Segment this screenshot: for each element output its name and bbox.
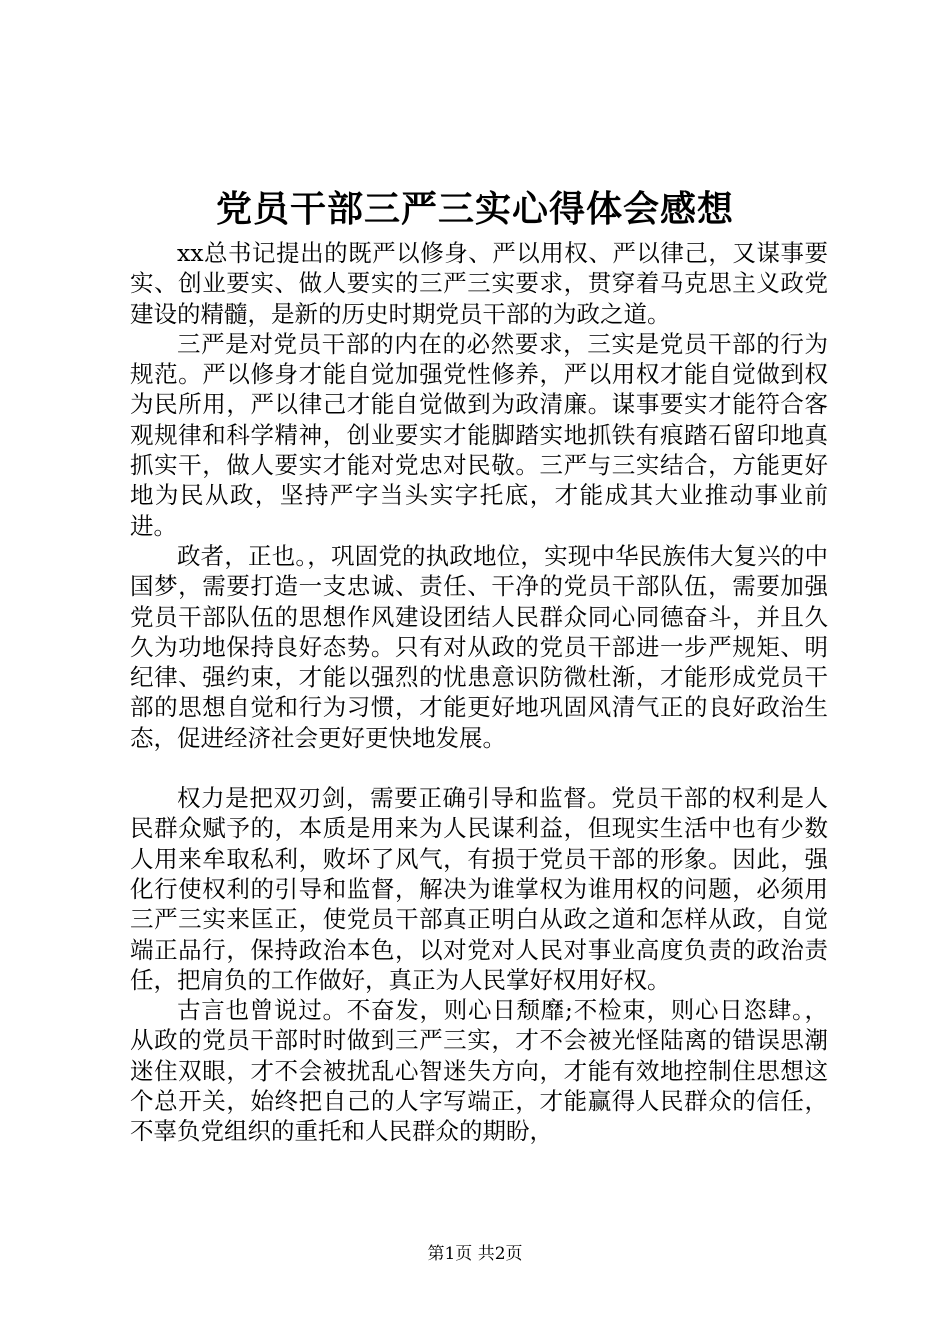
document-title: 党员干部三严三实心得体会感想 [215, 189, 734, 230]
paragraph-5: 古言也曾说过。不奋发，则心日颓靡;不检束，则心日恣肆。，从政的党员干部时时做到三严三实，才不会被光怪陆离的错误思潮迷住双眼，才不会被扰乱心智迷失方向，才能有效地控制住思想这个总开关，始终把自己的人字写端正，才能赢得人民群众的信任，不辜负党组织的重托和人民群众的期盼， [130, 996, 828, 1146]
paragraph-3: 政者，正也。，巩固党的执政地位，实现中华民族伟大复兴的中国梦，需要打造一支忠诚、责任、干净的党员干部队伍，需要加强党员干部队伍的思想作风建设团结人民群众同心同德奋斗，并且久久为功地保持良好态势。只有对从政的党员干部进一步严规矩、明纪律、强约束，才能以强烈的忧患意识防微杜渐，才能形成党员干部的思想自觉和行为习惯，才能更好地巩固风清气正的良好政治生态，促进经济社会更好更快地发展。 [130, 541, 828, 752]
paragraph-4: 权力是把双刃剑，需要正确引导和监督。党员干部的权利是人民群众赋予的，本质是用来为人民谋利益，但现实生活中也有少数人用来牟取私利，败坏了风气，有损于党员干部的形象。因此，强化行使权利的引导和监督，解决为谁掌权为谁用权的问题，必须用三严三实来匡正，使党员干部真正明白从政之道和怎样从政，自觉端正品行，保持政治本色，以对党对人民对事业高度负责的政治责任，把肩负的工作做好，真正为人民掌好权用好权。 [130, 784, 828, 994]
document-body [130, 238, 828, 1147]
paragraph-2: 三严是对党员干部的内在的必然要求，三实是党员干部的行为规范。严以修身才能自觉加强党性修养，严以用权才能自觉做到权为民所用，严以律己才能自觉做到为政清廉。谋事要实才能符合客观规律和科学精神，创业要实才能脚踏实地抓铁有痕踏石留印地真抓实干，做人要实才能对党忠对民敬。三严与三实结合，方能更好地为民从政，坚持严字当头实字托底，才能成其大业推动事业前进。 [130, 329, 828, 540]
page-footer: 第1页 共2页 [427, 1244, 523, 1264]
paragraph-1: xx总书记提出的既严以修身、严以用权、严以律己，又谋事要实、创业要实、做人要实的三严三实要求，贯穿着马克思主义政党建设的精髓，是新的历史时期党员干部的为政之道。 [130, 239, 828, 328]
